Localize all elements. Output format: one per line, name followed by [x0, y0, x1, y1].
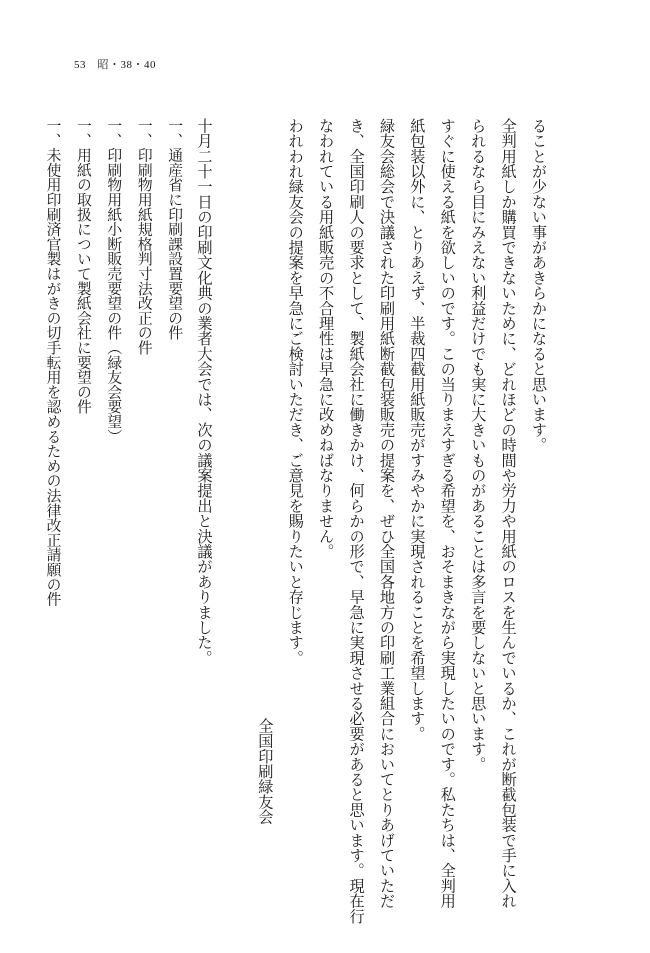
conference-item: 一、通産省に印刷課設置要望の件	[166, 118, 184, 340]
conference-item: 一、未使用印刷済官製はがきの切手転用を認めるための法律改正請願の件	[44, 118, 62, 607]
spacer-line	[220, 118, 250, 918]
page-header: 53 昭・38・40	[74, 59, 156, 71]
paragraph-line: き、全国印刷人の要求として、製紙会社に働きかけ、何らかの形で、早急に実現させる必要があると思います。現在行	[347, 118, 366, 924]
paragraph-line: なわれている用紙販売の不合理性は早急に改めねばなりません。	[317, 118, 336, 559]
conference-item: 一、印刷物用紙小断販売要望の件（緑友会要望）	[105, 118, 123, 444]
conference-item: 一、用紙の取扱について製紙会社に要望の件	[74, 118, 92, 414]
paragraph-line: られるなら目にみえない利益だけでも実に大きいものがあることは多言を要しないと思います。	[469, 118, 488, 772]
signature: 全国印刷緑友会	[256, 718, 275, 825]
paragraph-line: 全判用紙しか購買できないために、どれほどの時間や労力や用紙のロスを生んでいるか、これが断截包装で手に入れ	[499, 118, 518, 909]
conference-item: 一、印刷物用紙規格判寸法改正の件	[135, 118, 153, 355]
paragraph-line: ることが少ない事があきらかになると思います。	[530, 118, 548, 453]
paragraph-line: 緑友会総会で決議された印刷用紙断截包装販売の提案を、ぜひ全国各地方の印刷工業組合においてとりあげていただ	[377, 118, 396, 909]
paragraph-line: われわれ緑友会の提案を早急にご検討いただき、ご意見を賜りたいと存じます。	[286, 118, 305, 666]
paragraph-line: 紙包装以外に、とりあえず、半裁四截用紙販売がすみやかに実現されることを希望します。	[408, 118, 427, 742]
conference-intro: 十月二十一日の印刷文化典の業者大会では、次の議案提出と決議がありました。	[195, 118, 214, 666]
paragraph-line: すぐに使える紙を欲しいのです。この当りまえすぎる希望を、おそまきながら実現したいのです。私たちは、全判用	[438, 118, 457, 909]
main-text	[37, 118, 554, 924]
